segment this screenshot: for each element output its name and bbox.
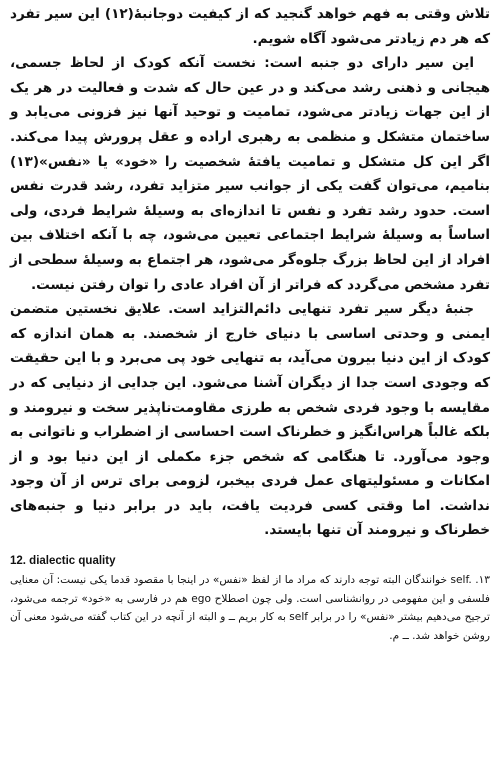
footnote-13	[10, 571, 490, 645]
paragraph-continued: تلاش وقتی به فهم خواهد گنجید که از کیفیت دوجانبهٔ(۱۲) این سیر تفرد که هر دم زیادتر می‌شود آگاه شویم.	[10, 6, 490, 47]
footnote-13-number: ۱۳.	[475, 574, 490, 587]
footnote-13-term: self.	[450, 574, 472, 587]
footnote-12: 12. dialectic quality	[10, 555, 116, 568]
paragraph-loneliness: جنبهٔ دیگر سیر تفرد تنهایی دائم‌التزاید است. علایق نخستین متضمن ایمنی و وحدتی اساسی با دنیای خارج از شخصند. به همان اندازه که کودک از این دنیا بیرون می‌آید، به تنهایی خود پی می‌برد و با این حقیقت که وجودی است جدا از دیگران آشنا می‌شود. این جدایی از دنیایی که در مقایسه با وجود فردی شخص به طرزی مقاومت‌ناپذیر سخت و نیرومند و بلکه غالباً هراس‌انگیز و خطرناک است احساسی از اضطراب و ناتوانی به وجود می‌آورد. تا هنگامی که شخص جزء مکملی از این دنیا بود و از امکانات و مسئولیتهای عمل فردی بیخبر، لزومی برای ترس از آن وجود نداشت. اما وقتی کسی فردیت یافت، باید در برابر دنیا و جنبه‌های خطرناک و نیرومند آن تنها بایستد.	[10, 301, 490, 539]
paragraph-two-aspects: این سیر دارای دو جنبه است: نخست آنکه کودک از لحاظ جسمی، هیجانی و ذهنی رشد می‌کند و در عین حال که شدت و فعالیت در هر یک از این جهات زیادتر می‌شود، تمامیت و توحید آنها نیز فزونی می‌یابد و ساختمان متشکل و منظمی به رهبری اراده و عقل پرورش پیدا می‌کند. اگر این کل متشکل و تمامیت یافتهٔ شخصیت را «خود» یا «نفس»(۱۳) بنامیم، می‌توان گفت یکی از جوانب سیر متزاید تفرد، رشد قدرت نفس است. حدود رشد تفرد و نفس تا اندازه‌ای به وسیلهٔ شرایط فردی، ولی اساساً به وسیلهٔ شرایط اجتماعی تعیین می‌شود، چه با آنکه اختلاف بین افراد از این لحاظ بزرگ جلوه‌گر می‌شود، هر اجتماع به وسیلهٔ سطحی از تفرد مشخص می‌گردد که فراتر از آن افراد عادی را توان رفتن نیست.	[10, 55, 490, 293]
footnote-13-text: خوانندگان البته توجه دارند که مراد ما از لفظ «نفس» در اینجا با مقصود قدما یکی نیست: آن معنایی فلسفی و این مفهومی در روانشناسی است. ولی چون اصطلاح ego هم در فارسی به «خود» ترجمه می‌شود، ترجیح می‌دهیم بیشتر «نفس» را در برابر self به کار بریم ــ و البته از آنچه در این کتاب گفته می‌شود معنی آن روشن خواهد شد. ــ م.	[10, 574, 490, 642]
